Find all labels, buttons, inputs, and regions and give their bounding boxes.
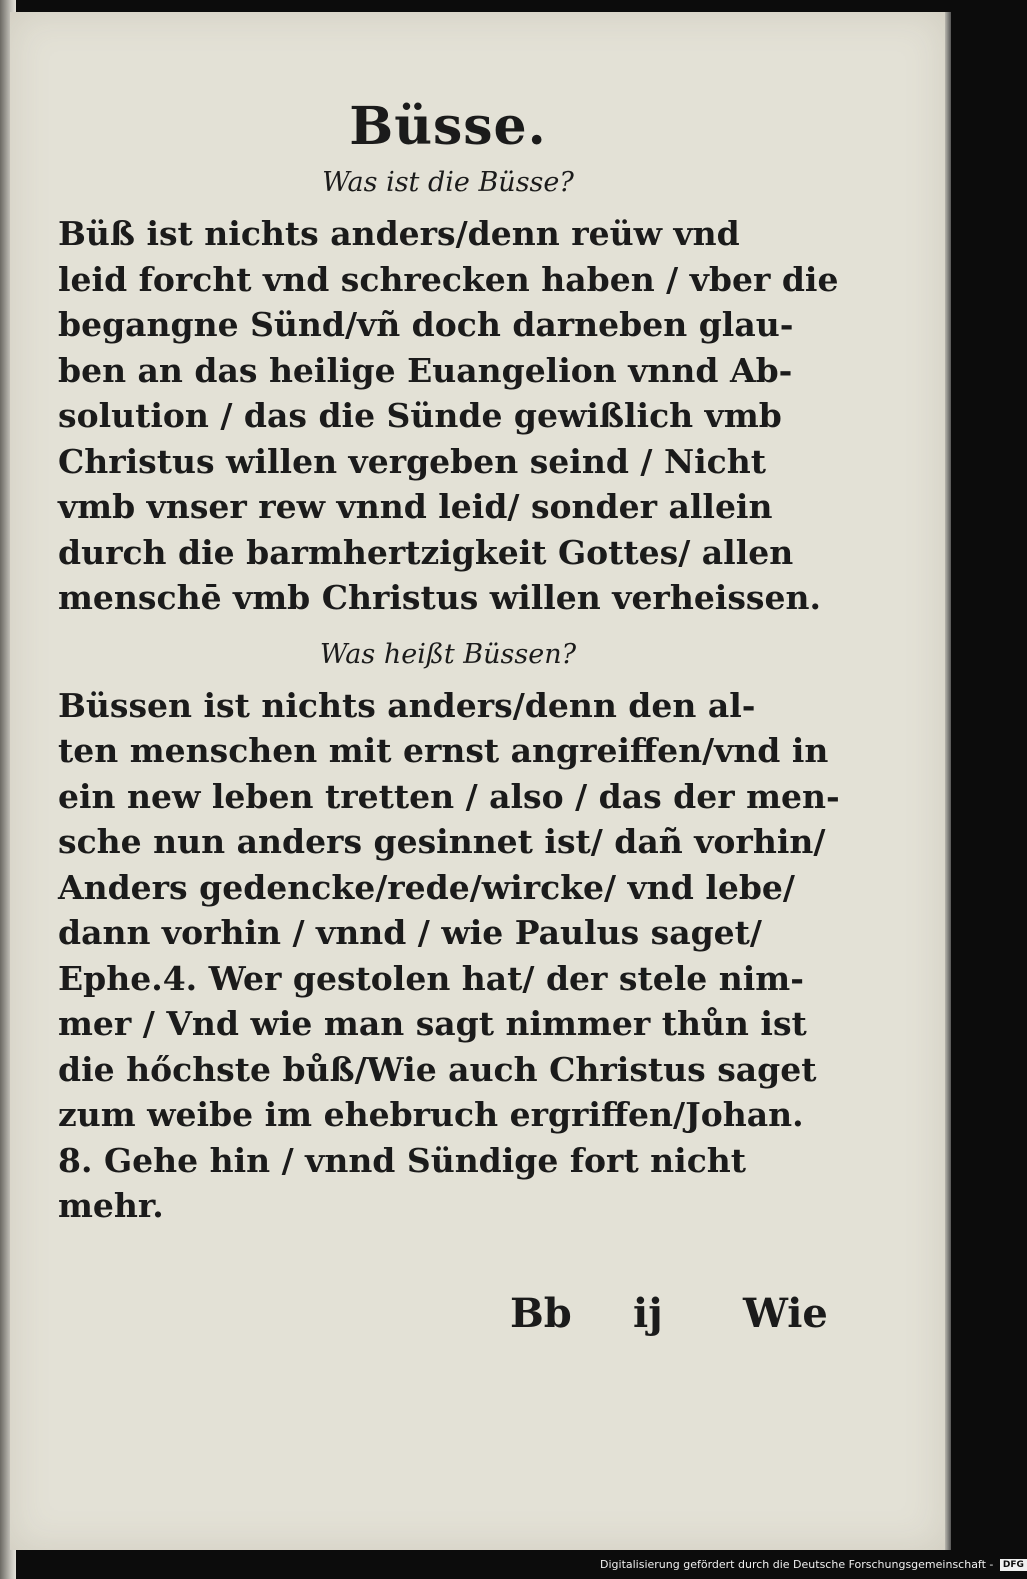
text-line: Ephe.4. Wer gestolen hat/ der stele nim‐ xyxy=(58,958,804,998)
text-line: leid forcht vnd schrecken haben / vber die xyxy=(58,259,839,299)
question-heading-2: Was heißt Büssen? xyxy=(319,638,577,670)
text-line: vmb vnser rew vnnd leid/ sonder allein xyxy=(58,487,773,526)
text-line: Büß ist nichts anders/denn reüw vnd xyxy=(58,214,740,253)
folio-number: ij xyxy=(633,1290,663,1337)
answer-paragraph-1 xyxy=(58,211,838,621)
text-line: begangne Sünd/vñ doch darneben glau‐ xyxy=(58,305,794,344)
text-line: ein new leben tretten / also / das der men‐ xyxy=(58,776,840,816)
text-line: Christus willen vergeben seind / Nicht xyxy=(58,441,766,481)
answer-paragraph-2 xyxy=(58,683,838,1229)
text-line: zum weibe im ehebruch ergriffen/Johan. xyxy=(58,1095,804,1134)
text-line: 8. Gehe hin / vnnd Sündige fort nicht xyxy=(58,1140,747,1180)
dfg-logo: DFG xyxy=(1000,1559,1027,1571)
text-line: mehr. xyxy=(58,1186,164,1225)
text-line: ben an das heilige Euangelion vnnd Ab‐ xyxy=(58,350,793,390)
text-line: sche nun anders gesinnet ist/ dañ vorhin/ xyxy=(58,822,826,861)
credit-text: Digitalisierung gefördert durch die Deutsche Forschungsgemeinschaft - xyxy=(600,1558,994,1571)
page-right-edge xyxy=(945,12,951,1550)
signature-mark: Bb xyxy=(510,1290,572,1337)
text-line: Anders gedencke/rede/wircke/ vnd lebe/ xyxy=(58,867,795,907)
question-heading-1: Was ist die Büsse? xyxy=(322,167,574,198)
digitization-credit xyxy=(600,1550,1024,1579)
page-title: Büsse. xyxy=(349,96,547,157)
text-line: durch die barmhertzigkeit Gottes/ allen xyxy=(58,532,794,572)
catchword: Wie xyxy=(743,1290,828,1337)
text-line: die hőchste bůß/Wie auch Christus saget xyxy=(58,1049,817,1089)
page-text-block xyxy=(58,95,838,1229)
text-line: mer / Vnd wie man sagt nimmer thůn ist xyxy=(58,1004,807,1043)
text-line: dann vorhin / vnnd / wie Paulus saget/ xyxy=(58,913,762,952)
page-footer-row xyxy=(58,1290,838,1350)
text-line: menschē vmb Christus willen verheissen. xyxy=(58,578,821,617)
text-line: Büssen ist nichts anders/denn den al‐ xyxy=(58,685,756,725)
text-line: ten menschen mit ernst angreiffen/vnd in xyxy=(58,731,829,770)
text-line: solution / das die Sünde gewißlich vmb xyxy=(58,396,782,435)
